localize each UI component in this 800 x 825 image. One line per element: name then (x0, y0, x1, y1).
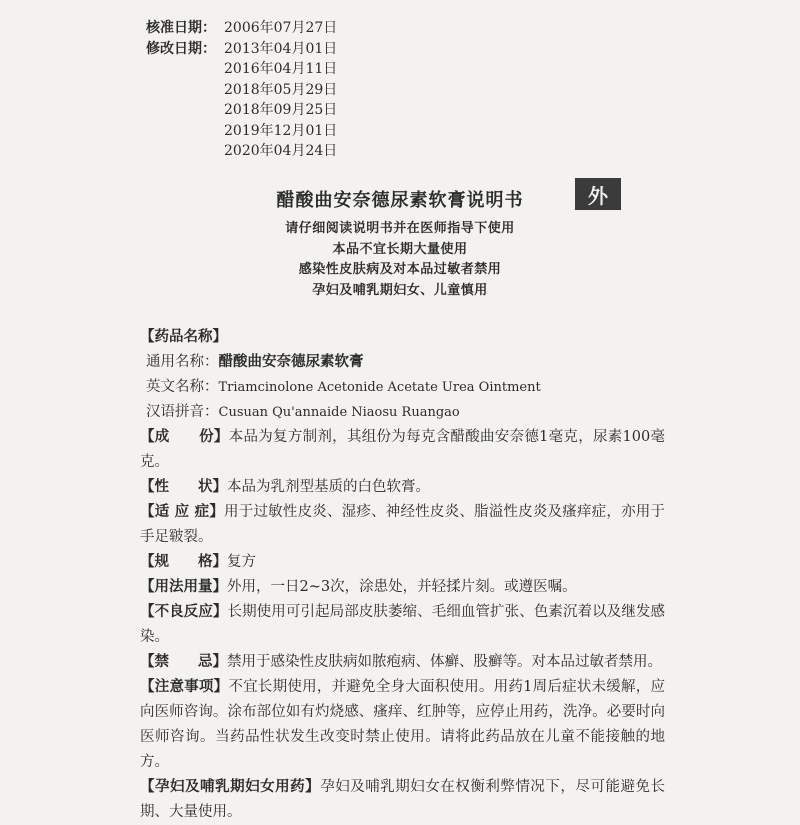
revision-date-row (146, 121, 337, 142)
section-heading: 【成 份】 (140, 429, 229, 445)
section-text: 长期使用可引起局部皮肤萎缩、毛细血管扩张、色素沉着以及继发感染。 (140, 604, 665, 645)
revision-date-row (146, 39, 337, 60)
revision-date-row (146, 141, 337, 162)
section-adverse-reactions (140, 600, 665, 650)
english-name-label: 英文名称： (146, 379, 219, 395)
external-use-badge: 外 (575, 178, 621, 210)
section-indications (140, 500, 665, 550)
pinyin-name-value: Cusuan Qu'annaide Niaosu Ruangao (218, 405, 460, 420)
page-title: 醋酸曲安奈德尿素软膏说明书 (276, 190, 524, 211)
leaflet-body (140, 325, 665, 825)
drug-name-heading: 【药品名称】 (140, 329, 227, 345)
notice-line: 本品不宜长期大量使用 (332, 241, 468, 257)
section-specification (140, 550, 665, 575)
section-heading: 【禁 忌】 (140, 654, 227, 670)
section-pregnancy (140, 775, 665, 825)
approval-date-label: 核准日期： (146, 20, 216, 36)
generic-name-line (140, 350, 665, 375)
section-heading: 【适 应 症】 (140, 504, 225, 520)
section-text: 复方 (227, 554, 256, 570)
section-precautions (140, 675, 665, 775)
revision-date-row (146, 80, 337, 101)
pinyin-name-line (140, 400, 665, 425)
section-contraindications (140, 650, 665, 675)
revision-date-value: 2019年12月01日 (224, 122, 338, 139)
section-description (140, 475, 665, 500)
revision-date-value: 2020年04月24日 (224, 143, 338, 159)
section-text: 用于过敏性皮炎、湿疹、神经性皮炎、脂溢性皮炎及瘙痒症，亦用于手足皲裂。 (140, 504, 665, 545)
section-heading: 【孕妇及哺乳期妇女用药】 (140, 779, 321, 795)
revision-date-label: 修改日期： (146, 40, 216, 57)
approval-date-value: 2006年07月27日 (224, 20, 338, 36)
revision-date-value: 2018年05月29日 (224, 81, 338, 98)
section-heading: 【用法用量】 (140, 579, 227, 595)
section-heading: 【注意事项】 (140, 679, 229, 695)
section-text: 外用，一日2~3次，涂患处，并轻揉片刻。或遵医嘱。 (227, 579, 577, 595)
section-text: 本品为复方制剂，其组份为每克含醋酸曲安奈德1毫克，尿素100毫克。 (140, 429, 666, 470)
approval-revision-dates (146, 18, 337, 162)
section-composition (140, 425, 665, 475)
section-text: 不宜长期使用，并避免全身大面积使用。用药1周后症状未缓解，应向医师咨询。涂布部位如有灼烧感、瘙痒、红肿等，应停止用药，洗净。必要时向医师咨询。当药品性状发生改变时禁止使用。请将此药品放在儿童不能接触的地方。 (140, 679, 665, 770)
section-heading: 【不良反应】 (140, 604, 228, 620)
section-text: 孕妇及哺乳期妇女在权衡利弊情况下，尽可能避免长期、大量使用。 (140, 779, 666, 820)
generic-name-label: 通用名称： (146, 354, 219, 370)
pinyin-name-label: 汉语拼音： (146, 404, 219, 420)
revision-date-row (146, 59, 337, 80)
notice-line: 请仔细阅读说明书并在医师指导下使用 (285, 221, 515, 236)
notice-line: 感染性皮肤病及对本品过敏者禁用 (298, 262, 502, 277)
revision-date-row (146, 100, 337, 121)
english-name-value: Triamcinolone Acetonide Acetate Urea Ointment (218, 380, 541, 395)
section-text: 本品为乳剂型基质的白色软膏。 (227, 479, 430, 495)
notice-line: 孕妇及哺乳期妇女、儿童慎用 (312, 282, 488, 298)
revision-date-value: 2018年09月25日 (224, 102, 338, 118)
section-heading: 【性 状】 (140, 479, 227, 495)
title-block (200, 186, 600, 301)
english-name-line (140, 375, 665, 400)
revision-date-value: 2016年04月11日 (224, 61, 338, 77)
generic-name-value: 醋酸曲安奈德尿素软膏 (218, 354, 364, 370)
section-heading: 【规 格】 (140, 554, 227, 570)
approval-date-row (146, 18, 337, 39)
section-text: 禁用于感染性皮肤病如脓疱病、体癣、股癣等。对本品过敏者禁用。 (227, 654, 662, 670)
section-dosage (140, 575, 665, 600)
revision-date-value: 2013年04月01日 (224, 40, 338, 57)
